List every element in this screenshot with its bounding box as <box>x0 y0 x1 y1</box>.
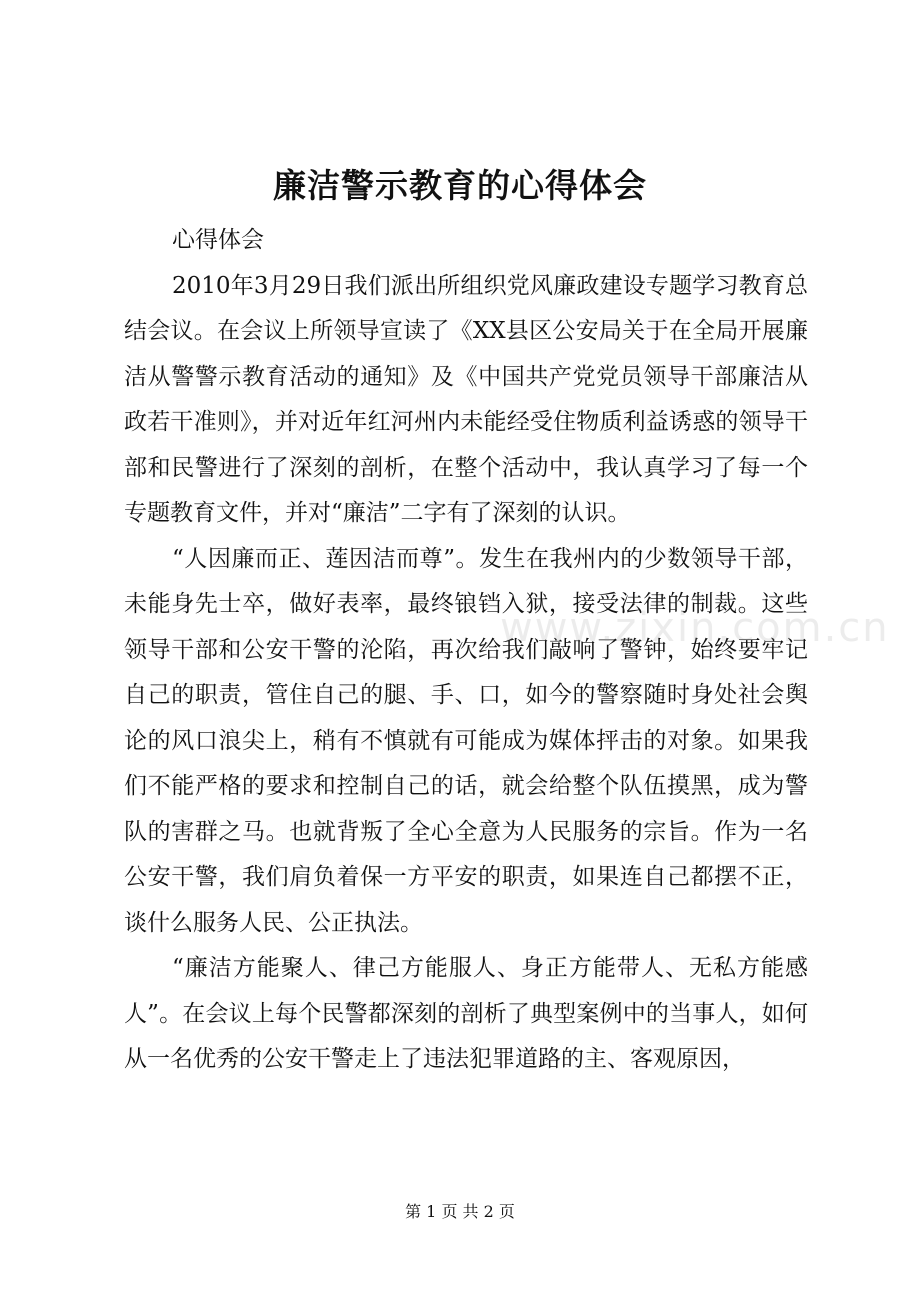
paragraph-3: “廉洁方能聚人、律己方能服人、身正方能带人、无私方能感人”。在会议上每个民警都深刻的剖析了典型案例中的当事人，如何从一名优秀的公安干警走上了违法犯罪道路的主、客观原因， <box>124 955 808 1072</box>
paragraph-subtitle: 心得体会 <box>172 227 264 253</box>
paragraph-2: “人因廉而正、莲因洁而尊”。发生在我州内的少数领导干部，未能身先士卒，做好表率，最终锒铛入狱，接受法律的制裁。这些领导干部和公安干警的沦陷，再次给我们敲响了警钟，始终要牢记自己的职责，管住自己的腿、手、口，如今的警察随时身处社会舆论的风口浪尖上，稍有不慎就有可能成为媒体抨击的对象。如果我们不能严格的要求和控制自己的话，就会给整个队伍摸黑，成为警队的害群之马。也就背叛了全心全意为人民服务的宗旨。作为一名公安干警，我们肩负着保一方平安的职责，如果连自己都摆不正，谈什么服务人民、公正执法。 <box>124 545 808 936</box>
paragraph-1: 2010年3月29日我们派出所组织党风廉政建设专题学习教育总结会议。在会议上所领导宣读了《XX县区公安局关于在全局开展廉洁从警警示教育活动的通知》及《中国共产党党员领导干部廉洁从政若干准则》，并对近年红河州内未能经受住物质利益诱惑的领导干部和民警进行了深刻的剖析，在整个活动中，我认真学习了每一个专题教育文件，并对“廉洁”二字有了深刻的认识。 <box>124 272 808 526</box>
document-body <box>124 218 808 1083</box>
watermark: www.zixin.com.cn <box>500 605 890 651</box>
document-title: 廉洁警示教育的心得体会 <box>273 166 647 205</box>
page-footer: 第 1 页 共 2 页 <box>405 1202 515 1221</box>
